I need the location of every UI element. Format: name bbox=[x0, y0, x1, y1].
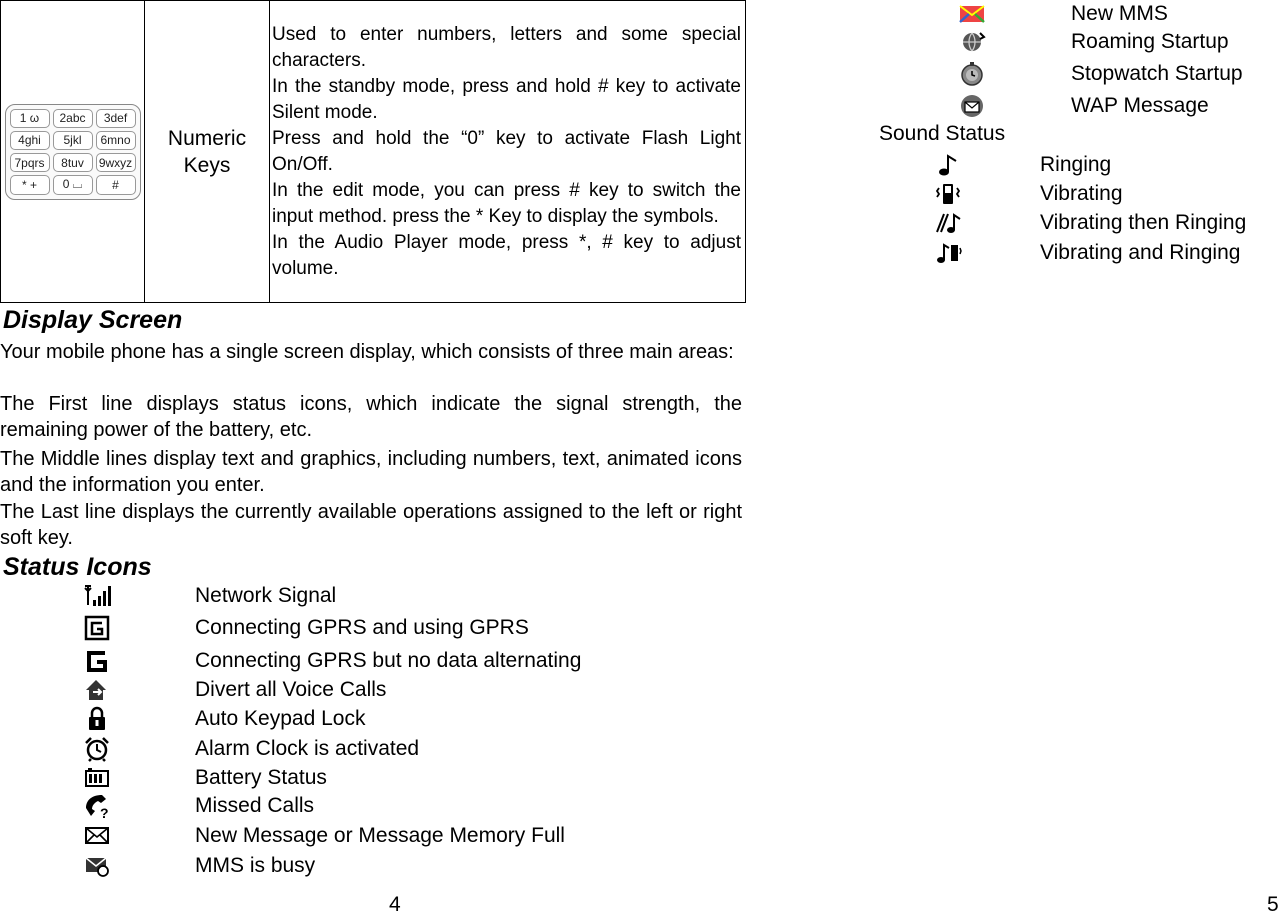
sound-label: Vibrating bbox=[1040, 182, 1123, 205]
sound-icon-row bbox=[760, 180, 1275, 208]
vibrate-and-ring-icon bbox=[933, 239, 963, 267]
display-paragraph: Your mobile phone has a single screen display, which consists of three main areas: bbox=[0, 341, 734, 363]
battery-icon bbox=[82, 764, 112, 792]
sound-icon-row bbox=[760, 209, 1275, 237]
right-icon-row bbox=[760, 60, 1270, 88]
status-icon-label: Connecting GPRS but no data alternating bbox=[195, 649, 582, 672]
description-paragraph: Press and hold the “0” key to activate Flash Light On/Off. bbox=[272, 127, 741, 175]
svg-text:?: ? bbox=[100, 805, 109, 820]
sound-icon-row bbox=[760, 151, 1275, 179]
lock-icon bbox=[82, 705, 112, 733]
status-icon-row bbox=[0, 705, 700, 733]
mms-busy-icon bbox=[82, 852, 112, 880]
vibrate-then-ring-icon bbox=[933, 209, 963, 237]
divert-icon bbox=[82, 676, 112, 704]
status-icon-row bbox=[0, 735, 700, 763]
keypad-key: 8tuv bbox=[53, 153, 93, 172]
status-icon-label: Alarm Clock is activated bbox=[195, 737, 420, 760]
sound-label: Vibrating and Ringing bbox=[1040, 241, 1241, 264]
page-number-right: 5 bbox=[1267, 893, 1279, 916]
right-icon-row bbox=[760, 0, 1270, 28]
right-icon-label: Roaming Startup bbox=[1071, 30, 1229, 53]
gprs-idle-icon bbox=[82, 647, 112, 675]
keypad-key: 2abc bbox=[53, 109, 93, 128]
status-icon-label: Network Signal bbox=[195, 584, 337, 607]
status-icon-row bbox=[0, 792, 700, 820]
keypad-key: 3def bbox=[96, 109, 136, 128]
sound-status-heading: Sound Status bbox=[879, 122, 1006, 145]
display-paragraph: The First line displays status icons, which indicate the signal strength, the remaining power of the battery, etc. bbox=[0, 393, 742, 441]
wap-message-icon bbox=[957, 92, 987, 120]
description-paragraph: In the standby mode, press and hold # key to activate Silent mode. bbox=[272, 75, 741, 123]
status-icon-row bbox=[0, 676, 700, 704]
alarm-clock-icon bbox=[82, 735, 112, 763]
keypad-key: 6mno bbox=[96, 131, 136, 150]
status-icon-row bbox=[0, 764, 700, 792]
page-number-left: 4 bbox=[389, 893, 401, 916]
keypad-key: 1 ω bbox=[10, 109, 50, 128]
sound-label: Vibrating then Ringing bbox=[1040, 211, 1247, 234]
display-paragraph: The Middle lines display text and graphics, including numbers, text, animated icons and the information you enter. bbox=[0, 448, 742, 496]
status-icon-label: Auto Keypad Lock bbox=[195, 707, 366, 730]
right-icon-label: New MMS bbox=[1071, 2, 1168, 25]
missed-call-icon bbox=[82, 792, 112, 820]
ringing-icon bbox=[933, 151, 963, 179]
display-screen-heading: Display Screen bbox=[3, 306, 183, 334]
status-icon-label: New Message or Message Memory Full bbox=[195, 824, 565, 847]
page-right bbox=[760, 0, 1280, 916]
status-icon-row bbox=[0, 822, 700, 850]
status-icons-heading: Status Icons bbox=[3, 553, 152, 581]
display-paragraph: The Last line displays the currently available operations assigned to the left or right soft key. bbox=[0, 501, 742, 549]
description-paragraph: In the edit mode, you can press # key to switch the input method. press the * Key to display the symbols. bbox=[272, 179, 741, 227]
stopwatch-icon bbox=[957, 60, 987, 88]
roaming-icon bbox=[957, 28, 987, 56]
status-icon-row bbox=[0, 582, 700, 610]
gprs-active-icon bbox=[82, 614, 112, 642]
envelope-icon bbox=[82, 822, 112, 850]
right-icon-label: Stopwatch Startup bbox=[1071, 62, 1243, 85]
right-icon-row bbox=[760, 28, 1270, 56]
vibrating-icon bbox=[933, 180, 963, 208]
status-icon-label: MMS is busy bbox=[195, 854, 316, 877]
status-icon-label: Divert all Voice Calls bbox=[195, 678, 387, 701]
status-icon-row bbox=[0, 647, 700, 675]
sound-label: Ringing bbox=[1040, 153, 1112, 176]
keypad-key: 9wxyz bbox=[96, 153, 136, 172]
status-icon-row bbox=[0, 852, 700, 880]
status-icon-label: Connecting GPRS and using GPRS bbox=[195, 616, 529, 639]
status-icon-row bbox=[0, 614, 700, 642]
new-mms-icon bbox=[957, 0, 987, 28]
description-paragraph: In the Audio Player mode, press *, # key to adjust volume. bbox=[272, 231, 741, 279]
numeric-keys-label: Numeric Keys bbox=[145, 1, 270, 303]
right-icon-row bbox=[760, 92, 1270, 120]
status-icon-label: Missed Calls bbox=[195, 794, 315, 817]
signal-icon bbox=[82, 582, 112, 610]
status-icon-label: Battery Status bbox=[195, 766, 327, 789]
keypad-key: 7pqrs bbox=[10, 153, 50, 172]
keypad-key: 0 ⌴ bbox=[53, 175, 93, 194]
keypad-key: # bbox=[96, 175, 136, 194]
keypad-key: 4ghi bbox=[10, 131, 50, 150]
keypad-key: 5jkl bbox=[53, 131, 93, 150]
description-paragraph: Used to enter numbers, letters and some special characters. bbox=[272, 23, 741, 71]
right-icon-label: WAP Message bbox=[1071, 94, 1209, 117]
keypad-key: * + bbox=[10, 175, 50, 194]
sound-icon-row bbox=[760, 239, 1275, 267]
